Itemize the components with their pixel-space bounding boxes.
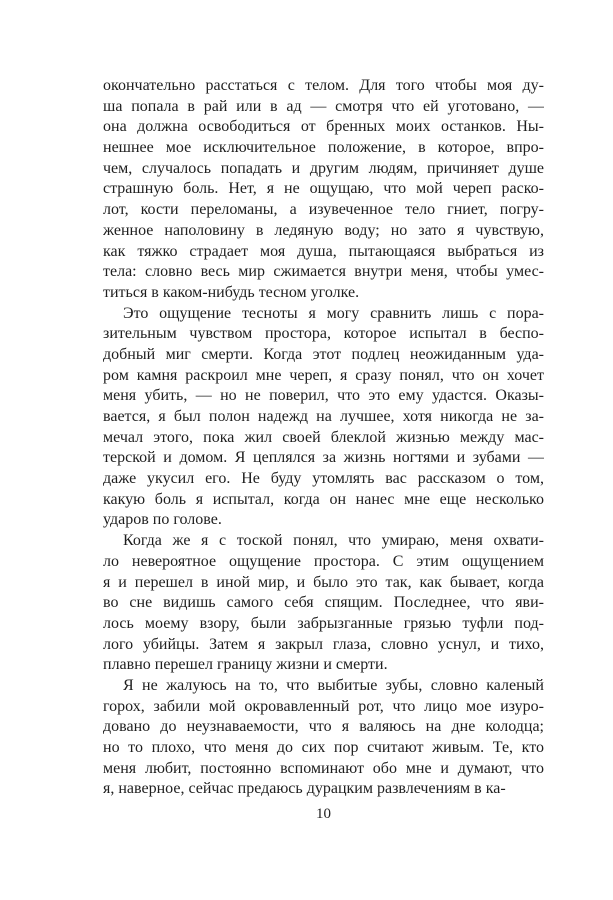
text-line: добный миг смерти. Когда этот подлец неожиданным уда-: [103, 345, 544, 363]
text-line: она должна освободиться от бренных моих останков. Ны-: [103, 118, 544, 136]
text-line: я, наверное, сейчас предаюсь дурацким развлечениям в ка-: [103, 780, 506, 798]
text-line: ло невероятное ощущение простора. С этим ощущением: [103, 552, 544, 570]
text-line: горох, забили мой окровавленный рот, что лицо мое изуро-: [103, 697, 544, 715]
text-line: страшную боль. Нет, я не ощущаю, что мой череп раско-: [103, 180, 544, 198]
text-line: ша попала в рай или в ад — смотря что ей уготовано, —: [103, 97, 544, 115]
text-line: окончательно расстаться с телом. Для того чтобы моя ду-: [103, 77, 544, 94]
text-line: довано до неузнаваемости, что я валяюсь на дне колодца;: [103, 718, 544, 736]
text-line: лось моему взору, были забрызганные грязью туфли под-: [103, 614, 544, 632]
page-number: 10: [316, 806, 331, 822]
text-line: титься в каком-нибудь тесном уголке.: [103, 283, 360, 301]
text-line: плавно перешел границу жизни и смерти.: [103, 656, 388, 674]
text-line: мечал этого, пока жил своей блеклой жизнью между мас-: [103, 428, 544, 446]
text-line: ударов по голове.: [103, 511, 222, 529]
text-line: нешнее мое исключительное положение, в которое, впро-: [103, 139, 544, 157]
text-line: терской и домом. Я цеплялся за жизнь ногтями и зубами —: [103, 449, 544, 467]
text-line: женное наполовину в ледяную воду; но зато я чувствую,: [103, 221, 544, 239]
text-line: во сне видишь самого себя спящим. Последнее, что яви-: [103, 594, 544, 612]
text-line: тела: словно весь мир сжимается внутри меня, чтобы умес-: [103, 263, 544, 281]
text-line: я и перешел в иной мир, и было это так, как бывает, когда: [103, 573, 544, 591]
text-line: Я не жалуюсь на то, что выбитые зубы, словно каленый: [123, 676, 544, 694]
text-line: лого убийцы. Затем я закрыл глаза, словно уснул, и тихо,: [103, 635, 544, 653]
text-line: лот, кости переломаны, а изувеченное тело гниет, погру-: [103, 201, 544, 219]
text-line: как тяжко страдает моя душа, пытающаяся выбраться из: [103, 242, 544, 260]
text-line: чем, случалось попадать и другим людям, причиняет душе: [103, 159, 544, 177]
text-line: но то плохо, что меня до сих пор считают живым. Те, кто: [103, 739, 544, 756]
text-line: какую боль я испытал, когда он нанес мне еще несколько: [103, 490, 544, 508]
text-line: зительным чувством простора, которое испытал в беспо-: [103, 325, 544, 343]
text-line: меня любит, постоянно вспоминают обо мне и думают, что: [103, 759, 544, 777]
text-line: Это ощущение тесноты я могу сравнить лишь с пора-: [123, 304, 544, 322]
text-line: даже укусил его. Не буду утомлять вас рассказом о том,: [103, 470, 544, 488]
text-line: вается, я был полон надежд на лучшее, хотя никогда не за-: [103, 408, 544, 425]
text-line: меня убить, — но не поверил, что это ему удастся. Оказы-: [103, 387, 544, 405]
text-line: ром камня раскроил мне череп, я сразу понял, что он хочет: [103, 366, 544, 384]
text-column: [103, 76, 544, 800]
text-line: Когда же я с тоской понял, что умираю, меня охвати-: [123, 532, 544, 550]
